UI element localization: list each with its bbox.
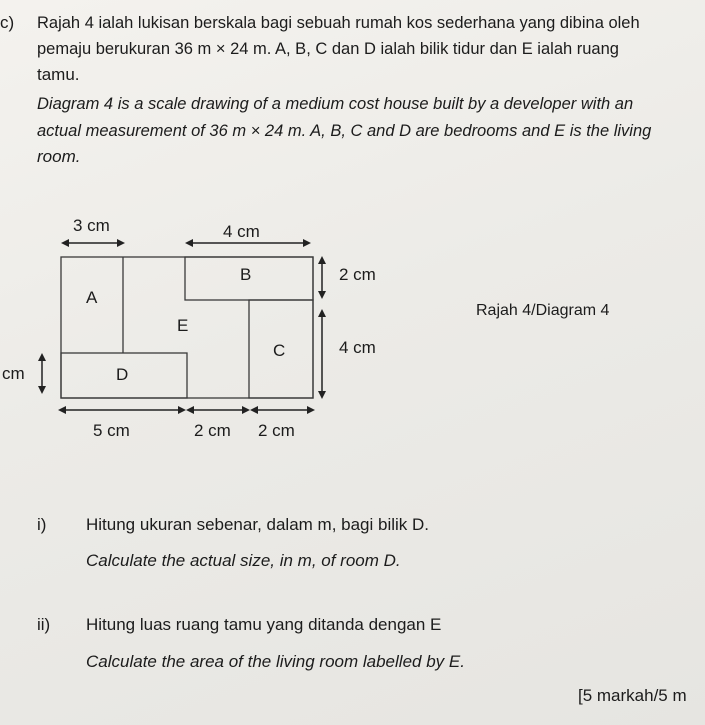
- dim-top-left: 3 cm: [73, 216, 110, 235]
- arrow-bottom-2cm-b: [250, 406, 315, 414]
- dim-bottom-1: 5 cm: [93, 421, 130, 440]
- part-ii-english: Calculate the area of the living room labelled by E.: [86, 652, 465, 671]
- arrow-right-4cm: [318, 309, 326, 399]
- dim-right-upper: 2 cm: [339, 265, 376, 284]
- arrow-top-3cm: [61, 239, 125, 247]
- part-ii-label: ii): [37, 615, 51, 634]
- marks-label: [5 markah/5 m: [578, 686, 687, 705]
- question-malay-line-2: pemaju berukuran 36 m × 24 m. A, B, C dan D ialah bilik tidur dan E ialah ruang: [37, 40, 619, 58]
- room-label-b: B: [240, 265, 252, 284]
- part-i-malay: Hitung ukuran sebenar, dalam m, bagi bilik D.: [86, 515, 430, 534]
- dim-top-right: 4 cm: [223, 222, 260, 241]
- question-number: c): [0, 13, 15, 32]
- question-english-line-1: Diagram 4 is a scale drawing of a medium cost house built by a developer with an: [37, 95, 634, 113]
- diagram-caption: Rajah 4/Diagram 4: [476, 302, 610, 319]
- question-malay-line-1: Rajah 4 ialah lukisan berskala bagi sebuah rumah kos sederhana yang dibina oleh: [37, 14, 640, 32]
- part-i-label: i): [37, 515, 47, 534]
- question-english-line-2: actual measurement of 36 m × 24 m. A, B, C and D are bedrooms and E is the living: [37, 122, 652, 140]
- room-label-a: A: [86, 288, 98, 307]
- arrow-bottom-2cm-a: [186, 406, 250, 414]
- question-english-line-3: room.: [37, 147, 81, 166]
- arrow-left-d: [38, 353, 46, 394]
- dim-bottom-3: 2 cm: [258, 421, 295, 440]
- question-malay-line-3: tamu.: [37, 65, 80, 84]
- room-label-d: D: [116, 365, 129, 384]
- dim-bottom-2: 2 cm: [194, 421, 231, 440]
- dim-left: cm: [2, 364, 25, 383]
- part-i-english: Calculate the actual size, in m, of room D.: [86, 551, 401, 570]
- dim-right-lower: 4 cm: [339, 338, 376, 357]
- room-label-e: E: [177, 316, 189, 335]
- arrow-bottom-5cm: [58, 406, 186, 414]
- arrow-right-2cm: [318, 256, 326, 299]
- room-label-c: C: [273, 341, 286, 360]
- part-ii-malay: Hitung luas ruang tamu yang ditanda dengan E: [86, 615, 442, 634]
